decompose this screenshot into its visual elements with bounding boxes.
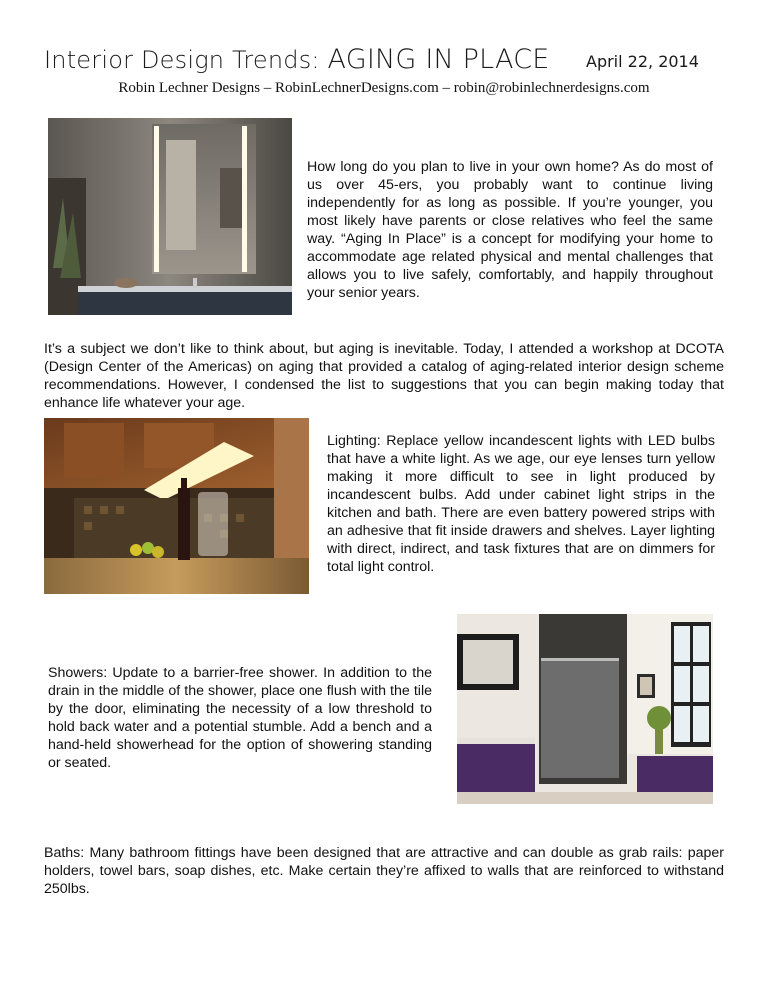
byline: Robin Lechner Designs – RobinLechnerDesigns.com – robin@robinlechnerdesigns.com: [118, 80, 650, 96]
subject-paragraph: It’s a subject we don’t like to think about, but aging is inevitable. Today, I attended a workshop at DCOTA (Design Center of the Americas) on aging that provided a catalog of aging-related interior design scheme recommendations. However, I condensed the list to suggestions that you can begin making today that enhance life whatever your age.: [44, 341, 724, 411]
page-title: [44, 44, 574, 75]
title-prefix: Interior Design Trends:: [44, 46, 328, 74]
shower-image: [457, 614, 713, 804]
baths-paragraph: Baths: Many bathroom fittings have been designed that are attractive and can double as grab rails: paper holders, towel bars, soap dishes, etc. Make certain they’re affixed to walls that are reinforced to withstand 250lbs.: [44, 845, 724, 897]
publish-date: April 22, 2014: [586, 52, 699, 71]
lighting-paragraph: Lighting: Replace yellow incandescent lights with LED bulbs that have a white light. As we age, our eye lenses turn yellow making it more difficult to see in light produced by incandescent bulbs. Add under cabinet light strips in the kitchen and bath. There are even battery powered strips with an adhesive that fit inside drawers and shelves. Layer lighting with direct, indirect, and task fixtures that are on dimmers for total light control.: [327, 433, 715, 575]
showers-paragraph: Showers: Update to a barrier-free shower. In addition to the drain in the middle of the shower, place one flush with the tile by the door, eliminating the necessity of a low threshold to hold back water and a potential stumble. Add a bench and a hand-held showerhead for the option of showering standing or seated.: [48, 665, 432, 771]
title-main: AGING IN PLACE: [327, 44, 550, 75]
vanity-mirror-image: [48, 118, 292, 315]
kitchen-lighting-image: [44, 418, 309, 594]
intro-paragraph: How long do you plan to live in your own home? As do most of us over 45-ers, you probably want to continue living independently for as long as possible. If you’re younger, you most likely have parents or close relatives who feel the same way. “Aging In Place” is a concept for modifying your home to accommodate age related physical and mental challenges that allows you to live safely, comfortably, and happily throughout your senior years.: [307, 159, 713, 301]
